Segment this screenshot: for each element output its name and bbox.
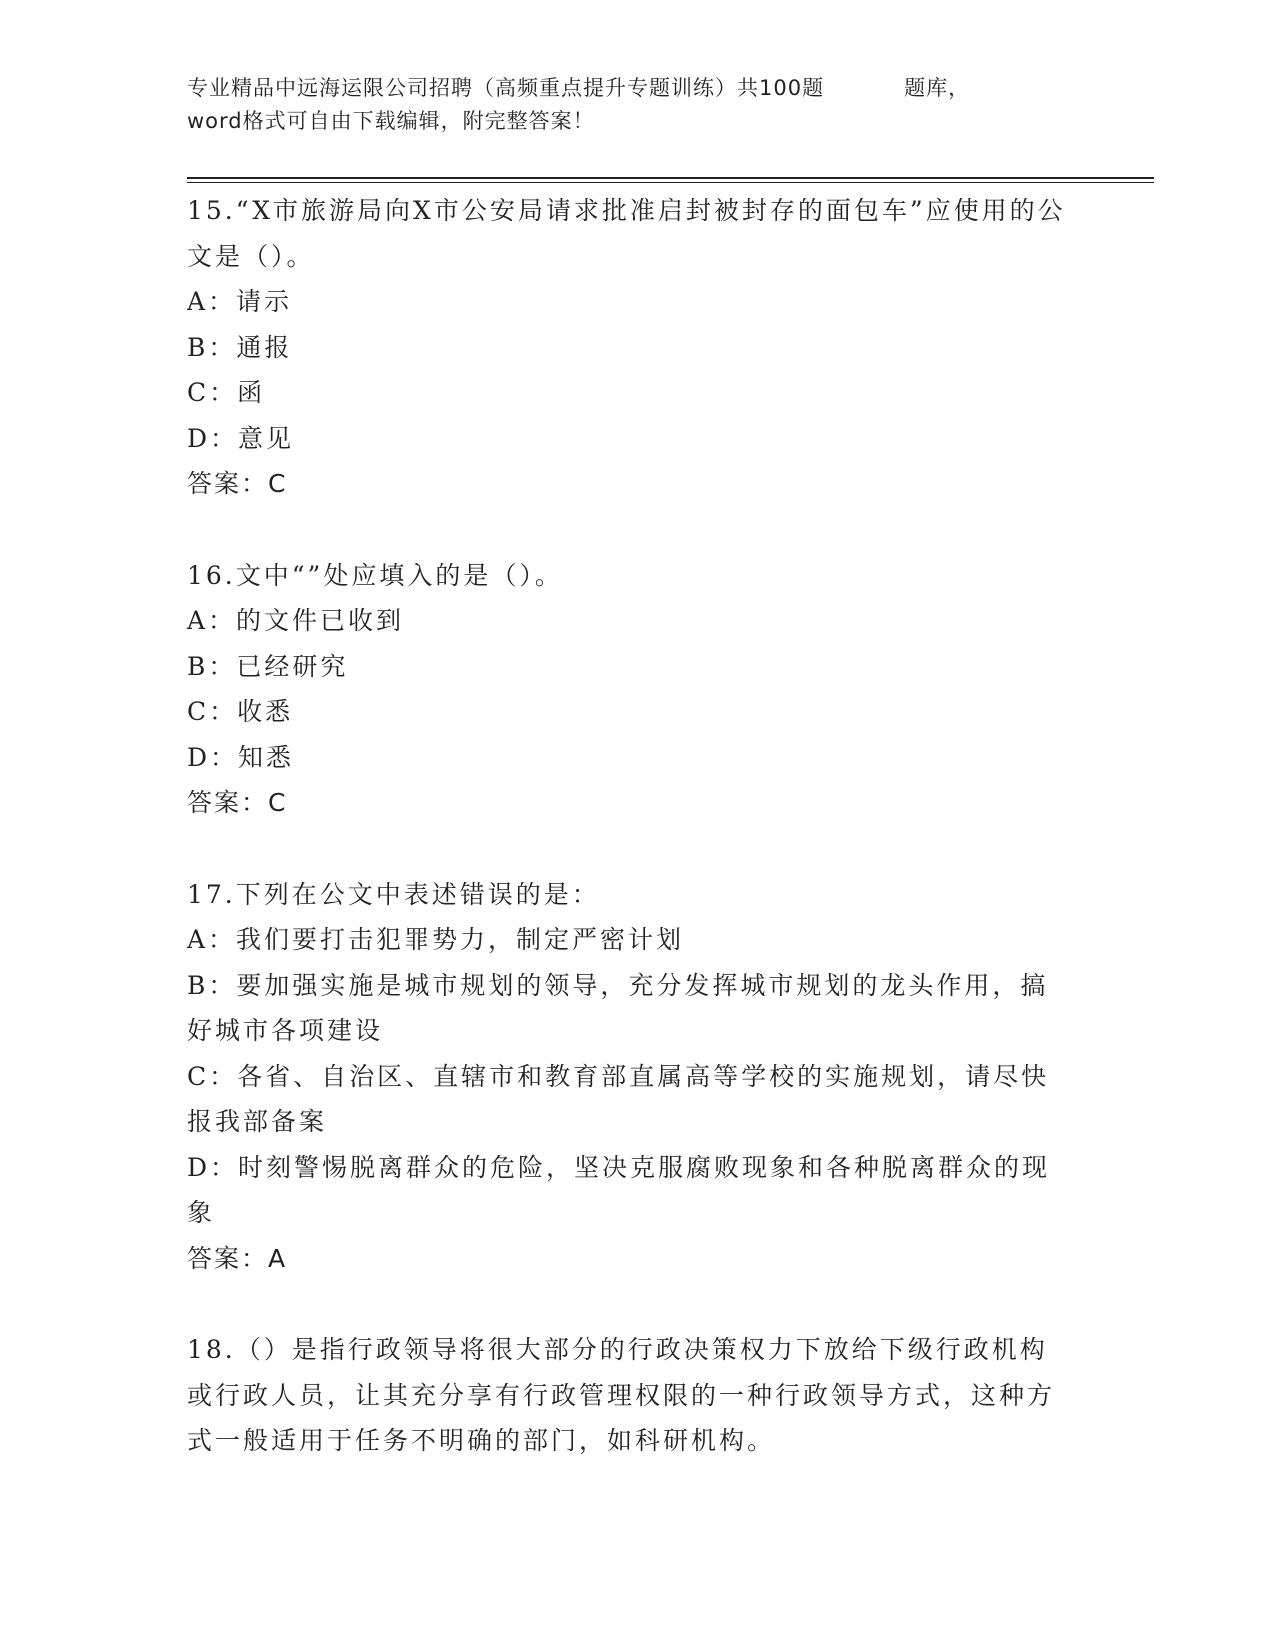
question-17 xyxy=(187,872,1067,1282)
question-text: 16.文中“”处应填入的是（）。 xyxy=(187,560,563,590)
option-b: B：通报 xyxy=(187,332,293,362)
option-d: D：意见 xyxy=(187,423,295,453)
question-text: 15.“X市旅游局向X市公安局请求批准启封被封存的面包车”应使用的公文是（）。 xyxy=(187,196,1066,271)
header-title-suffix: 题库， xyxy=(904,76,971,100)
answer: 答案：A xyxy=(187,1243,288,1273)
answer: 答案：C xyxy=(187,469,288,498)
question-16 xyxy=(187,553,1067,826)
option-a: A：的文件已收到 xyxy=(187,606,405,635)
header-divider-thick xyxy=(187,177,1154,179)
option-d: D：知悉 xyxy=(187,742,295,772)
header-divider-thin xyxy=(187,182,1154,183)
header-title: 专业精品中远海运限公司招聘（高频重点提升专题训练）共100题 xyxy=(187,76,825,100)
question-list xyxy=(187,188,1067,1510)
question-15 xyxy=(187,188,1067,507)
question-text: 17.下列在公文中表述错误的是： xyxy=(187,879,600,909)
option-b: B：已经研究 xyxy=(187,651,349,681)
page-header xyxy=(187,72,1067,138)
header-line-1 xyxy=(187,72,1067,105)
option-c: C：函 xyxy=(187,378,266,407)
header-line-2: word格式可自由下载编辑，附完整答案！ xyxy=(187,109,595,133)
question-18 xyxy=(187,1327,1067,1464)
option-c: C：收悉 xyxy=(187,697,294,726)
option-b: B：要加强实施是城市规划的领导，充分发挥城市规划的龙头作用，搞好城市各项建设 xyxy=(187,970,1049,1045)
answer: 答案：C xyxy=(187,788,288,817)
option-d: D：时刻警惕脱离群众的危险，坚决克服腐败现象和各种脱离群众的现象 xyxy=(187,1152,1051,1227)
option-c: C：各省、自治区、直辖市和教育部直属高等学校的实施规划，请尽快报我部备案 xyxy=(187,1061,1050,1136)
question-text: 18.（）是指行政领导将很大部分的行政决策权力下放给下级行政机构或行政人员，让其充分享有行政管理权限的一种行政领导方式，这种方式一般适用于任务不明确的部门，如科研机构。 xyxy=(187,1335,1056,1455)
option-a: A：我们要打击犯罪势力，制定严密计划 xyxy=(187,925,685,954)
option-a: A：请示 xyxy=(187,287,293,316)
